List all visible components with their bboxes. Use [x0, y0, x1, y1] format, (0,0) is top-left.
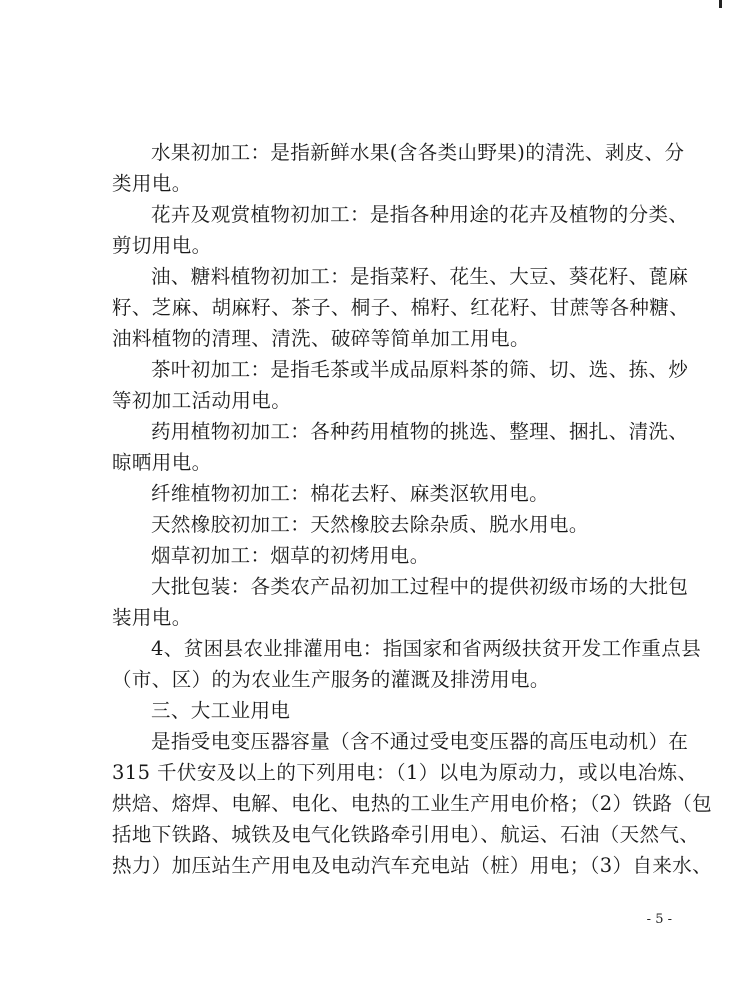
text-line: 药用植物初加工：各种药用植物的挑选、整理、捆扎、清洗、 [151, 420, 689, 443]
text-line: 烟草初加工：烟草的初烤用电。 [151, 544, 430, 567]
text-line: 籽、芝麻、胡麻籽、茶子、桐子、棉籽、红花籽、甘蔗等各种糖、 [112, 296, 690, 319]
text-line: 括地下铁路、城铁及电气化铁路牵引用电）、航运、石油（天然气、 [112, 823, 700, 846]
text-line: 晾晒用电。 [112, 451, 212, 474]
text-line: 花卉及观赏植物初加工：是指各种用途的花卉及植物的分类、 [151, 203, 689, 226]
text-line: （市、区）的为农业生产服务的灌溉及排涝用电。 [112, 668, 550, 691]
text-line: 三、大工业用电 [151, 699, 291, 722]
text-line: 大批包装：各类农产品初加工过程中的提供初级市场的大批包 [151, 575, 689, 598]
text-line: 茶叶初加工：是指毛茶或半成品原料茶的筛、切、选、拣、炒 [151, 358, 689, 381]
text-line: 剪切用电。 [112, 234, 212, 257]
corner-mark [719, 0, 722, 8]
text-line: 是指受电变压器容量（含不通过受电变压器的高压电动机）在 [151, 730, 689, 753]
text-line: 等初加工活动用电。 [112, 389, 292, 412]
text-line: 油、糖料植物初加工：是指菜籽、花生、大豆、葵花籽、蓖麻 [151, 265, 689, 288]
text-line: 油料植物的清理、清洗、破碎等简单加工用电。 [112, 327, 530, 350]
text-line: 热力）加压站生产用电及电动汽车充电站（桩）用电；（3）自来水、 [112, 854, 713, 877]
text-line: 装用电。 [112, 606, 192, 629]
text-line: 烘焙、熔焊、电解、电化、电热的工业生产用电价格；（2）铁路（包 [112, 792, 713, 815]
text-line: 纤维植物初加工：棉花去籽、麻类沤软用电。 [151, 482, 550, 505]
text-line: 4、贫困县农业排灌用电：指国家和省两级扶贫开发工作重点县 [151, 637, 702, 660]
text-line: 天然橡胶初加工：天然橡胶去除杂质、脱水用电。 [151, 513, 589, 536]
text-line: 315 千伏安及以上的下列用电：（1）以电为原动力，或以电冶炼、 [112, 761, 698, 784]
text-line: 水果初加工：是指新鲜水果(含各类山野果)的清洗、剥皮、分 [151, 141, 685, 164]
page-number: - 5 - [646, 912, 672, 927]
body-text [112, 137, 713, 881]
text-line: 类用电。 [112, 172, 192, 195]
